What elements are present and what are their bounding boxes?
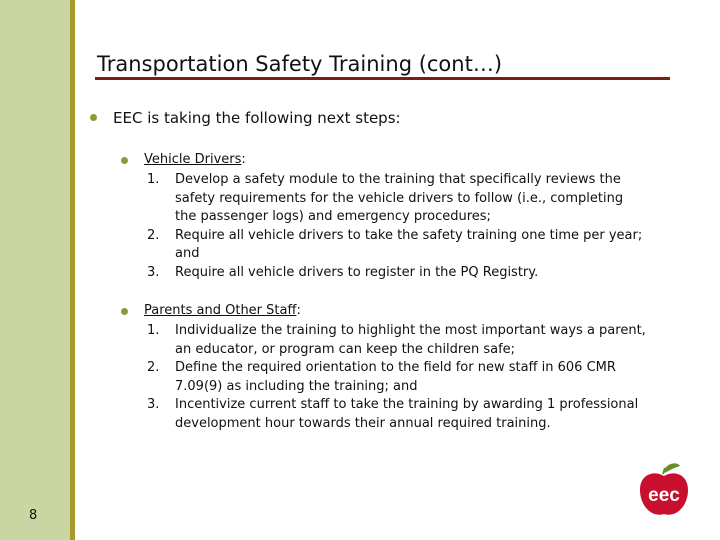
section-bullet xyxy=(121,157,128,164)
section-heading-vehicle-drivers: Vehicle Drivers: xyxy=(144,152,246,167)
apple-stem-icon xyxy=(663,468,665,474)
list-item: 3. Require all vehicle drivers to register in the PQ Registry. xyxy=(147,264,539,280)
logo-text: eec xyxy=(648,485,680,506)
eec-apple-logo xyxy=(634,460,694,520)
list-item: 3. Incentivize current staff to take the training by awarding 1 professional development hour towards their annual required training. xyxy=(147,397,639,431)
side-band-accent xyxy=(70,0,75,540)
main-point: EEC is taking the following next steps: xyxy=(113,109,401,127)
list-item: 2. Require all vehicle drivers to take the safety training one time per year; and xyxy=(147,227,643,261)
slide-title: Transportation Safety Training (cont…) xyxy=(97,52,503,76)
vehicle-drivers-steps xyxy=(147,171,647,282)
title-underline xyxy=(95,77,670,80)
page-number: 8 xyxy=(29,508,38,523)
apple-leaf-icon xyxy=(664,463,680,473)
side-band xyxy=(0,0,70,540)
list-item: 1. Individualize the training to highlight the most important ways a parent, an educator, or program can keep the children safe; xyxy=(147,323,646,357)
parents-staff-steps xyxy=(147,322,647,433)
section-heading-parents-staff: Parents and Other Staff: xyxy=(144,303,301,318)
main-bullet xyxy=(90,114,97,121)
section-bullet xyxy=(121,308,128,315)
list-item: 2. Define the required orientation to the field for new staff in 606 CMR 7.09(9) as including the training; and xyxy=(147,360,616,394)
list-item: 1. Develop a safety module to the training that specifically reviews the safety requirements for the vehicle drivers to follow (i.e., completing the passenger logs) and emergency procedures; xyxy=(147,172,624,224)
